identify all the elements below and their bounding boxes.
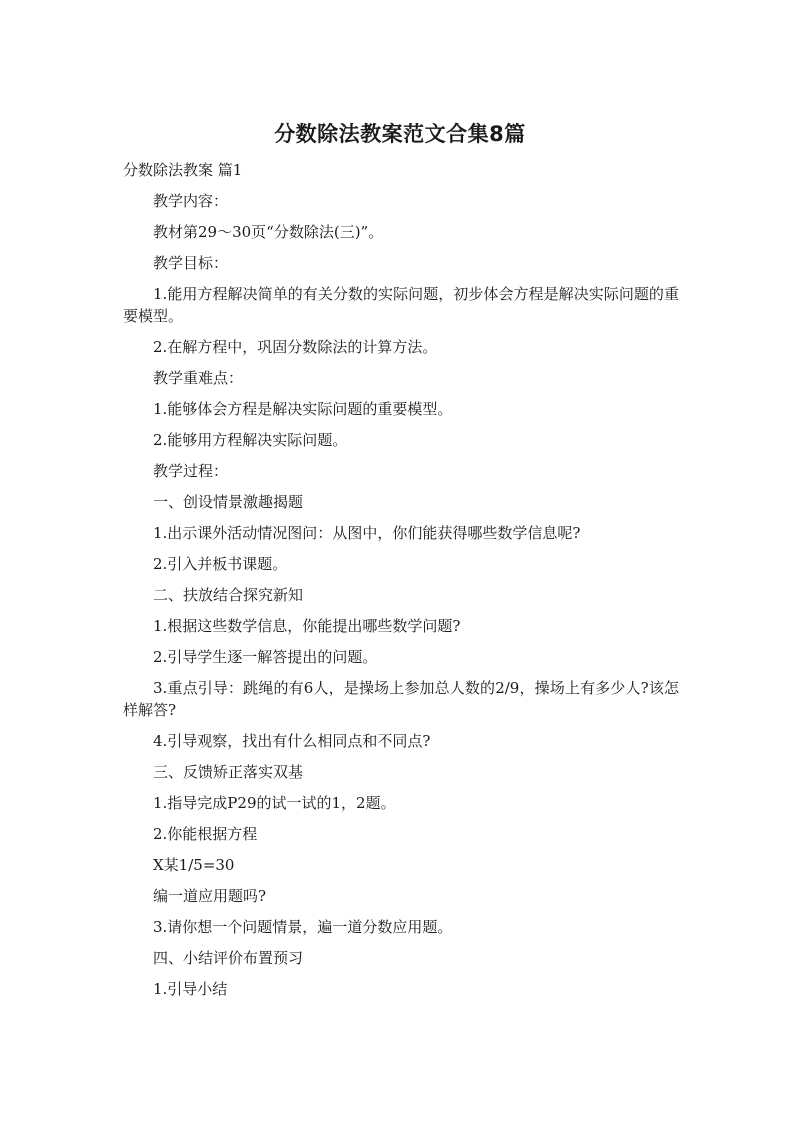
paragraph: 3.请你想一个问题情景，遍一道分数应用题。: [153, 918, 453, 936]
paragraph: 教学重难点：: [153, 369, 244, 387]
paragraph: 3.重点引导：跳绳的有6人，是操场上参加总人数的2/9，操场上有多少人?该怎样解答?: [123, 679, 679, 719]
paragraph: 四、小结评价布置预习: [153, 949, 304, 967]
paragraph: 1.能用方程解决简单的有关分数的实际问题，初步体会方程是解决实际问题的重要模型。: [123, 285, 679, 325]
paragraph: 2.你能根据方程: [153, 825, 258, 843]
paragraph: 二、扶放结合探究新知: [153, 586, 304, 604]
paragraph: 教学过程：: [153, 462, 229, 480]
document-body: [123, 159, 679, 1009]
paragraph: 4.引导观察，找出有什么相同点和不同点?: [153, 732, 431, 750]
paragraph: 1.根据这些数学信息，你能提出哪些数学问题?: [153, 617, 461, 635]
section-heading: 分数除法教案 篇1: [123, 161, 243, 179]
paragraph: 一、创设情景激趣揭题: [153, 493, 304, 511]
paragraph: 教材第29～30页“分数除法(三)”。: [153, 223, 384, 241]
paragraph: 编一道应用题吗?: [153, 887, 267, 905]
paragraph: X某1/5=30: [153, 856, 235, 874]
paragraph: 教学内容：: [153, 192, 229, 210]
paragraph: 1.引导小结: [153, 980, 228, 998]
paragraph: 2.能够用方程解决实际问题。: [153, 431, 348, 449]
paragraph: 三、反馈矫正落实双基: [153, 763, 304, 781]
paragraph: 2.引入并板书课题。: [153, 555, 288, 573]
paragraph: 1.出示课外活动情况图问：从图中，你们能获得哪些数学信息呢?: [153, 524, 581, 542]
paragraph: 1.能够体会方程是解决实际问题的重要模型。: [153, 400, 453, 418]
paragraph: 教学目标：: [153, 254, 229, 272]
document-title: 分数除法教案范文合集8篇: [274, 122, 526, 146]
paragraph: 1.指导完成P29的试一试的1，2题。: [153, 794, 396, 812]
paragraph: 2.在解方程中，巩固分数除法的计算方法。: [153, 338, 438, 356]
paragraph: 2.引导学生逐一解答提出的问题。: [153, 648, 378, 666]
